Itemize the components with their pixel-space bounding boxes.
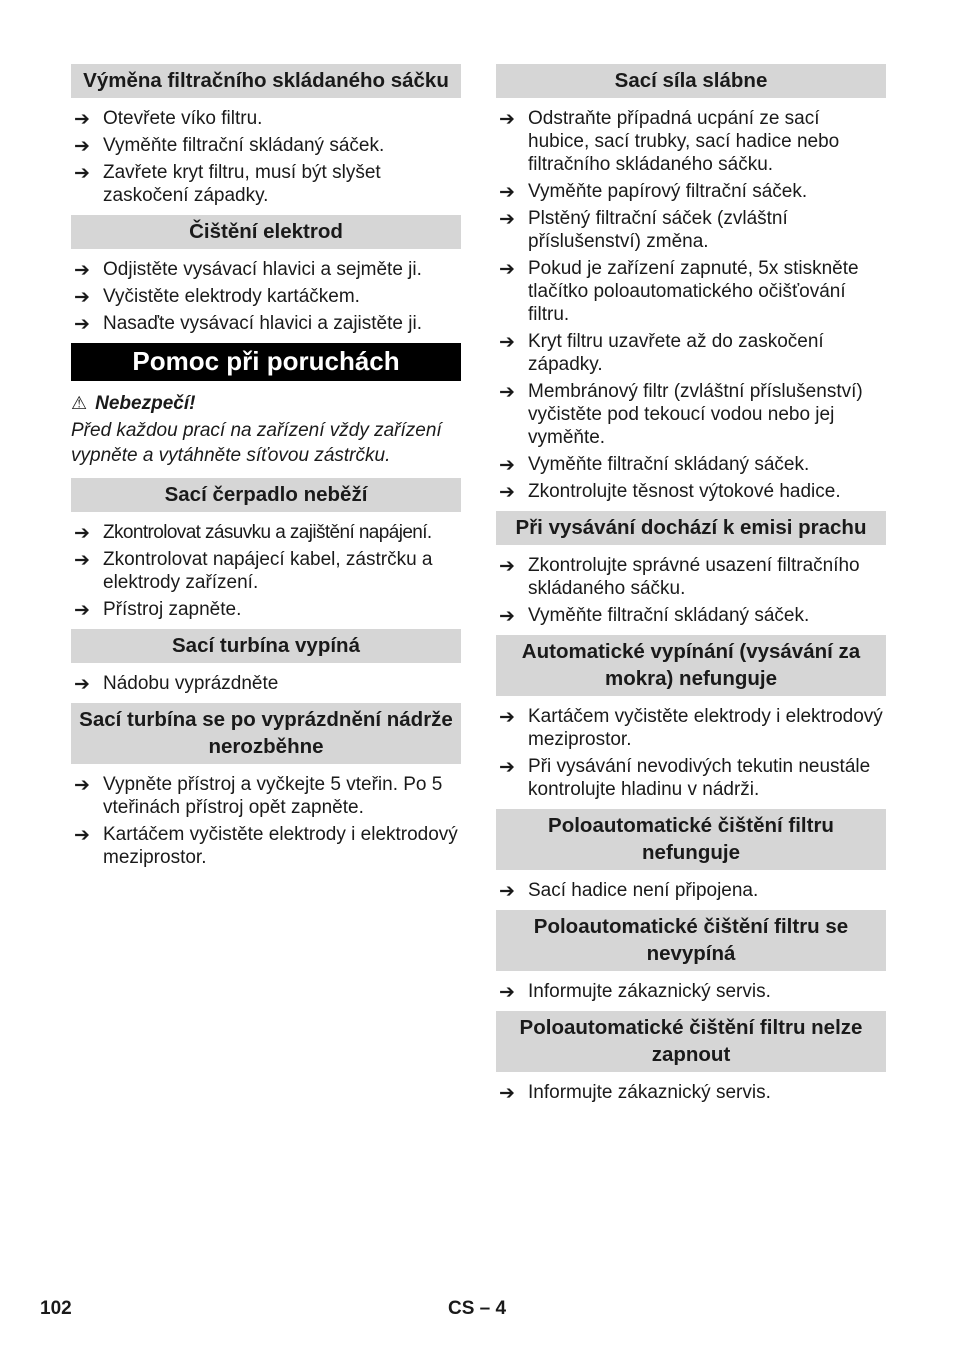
list-item: ➔ Při vysávání nevodivých tekutin neustále kontrolujte hladinu v nádrži. [499,756,871,800]
step-list [71,107,461,207]
chapter-heading: Pomoc při poruchách [71,343,461,381]
arrow-right-icon: ➔ [499,259,515,280]
arrow-right-icon: ➔ [74,287,90,308]
left-column [71,64,461,877]
list-item: ➔ Vypněte přístroj a vyčkejte 5 vteřin. Po 5 vteřinách přístroj opět zapněte. [74,774,443,818]
list-item: ➔ Zkontrolovat zásuvku a zajištění napájení. [74,522,432,544]
list-item: ➔ Pokud je zařízení zapnuté, 5x stiskněte tlačítko poloautomatického očišťování filtru. [499,258,859,325]
list-item: ➔ Zkontrolujte těsnost výtokové hadice. [499,481,841,503]
list-item: ➔ Kartáčem vyčistěte elektrody i elektrodový meziprostor. [499,706,883,750]
arrow-right-icon: ➔ [499,455,515,476]
list-item: ➔ Otevřete víko filtru. [74,108,263,130]
list-item: ➔ Informujte zákaznický servis. [499,981,771,1003]
section-title: Poloautomatické čištění filtru nelze zapnout [496,1011,886,1072]
section-title: Čištění elektrod [71,215,461,249]
step-list [496,107,886,503]
arrow-right-icon: ➔ [74,260,90,281]
warning-text: Před každou prací na zařízení vždy zařízení vypněte a vytáhněte síťovou zástrčku. [71,420,442,466]
step-list [496,1081,886,1104]
arrow-right-icon: ➔ [74,600,90,621]
arrow-right-icon: ➔ [74,136,90,157]
arrow-right-icon: ➔ [74,163,90,184]
list-item: ➔ Nasaďte vysávací hlavici a zajistěte ji. [74,313,422,335]
step-list [496,554,886,627]
right-column [496,64,886,1112]
arrow-right-icon: ➔ [499,182,515,203]
step-list [496,980,886,1003]
list-item: ➔ Kartáčem vyčistěte elektrody i elektrodový meziprostor. [74,824,458,868]
arrow-right-icon: ➔ [74,674,90,695]
arrow-right-icon: ➔ [74,825,90,846]
section-title: Výměna filtračního skládaného sáčku [71,64,461,98]
list-item: ➔ Odjistěte vysávací hlavici a sejměte ji. [74,259,422,281]
list-item: ➔ Přístroj zapněte. [74,599,242,621]
section-title: Automatické vypínání (vysávání za mokra) nefunguje [496,635,886,696]
arrow-right-icon: ➔ [499,109,515,130]
list-item: ➔ Zkontrolovat napájecí kabel, zástrčku a elektrody zařízení. [74,549,433,593]
section-title: Sací čerpadlo neběží [71,478,461,512]
list-item: ➔ Zkontrolujte správné usazení filtračního skládaného sáčku. [499,555,860,599]
arrow-right-icon: ➔ [499,332,515,353]
section-title: Poloautomatické čištění filtru nefunguje [496,809,886,870]
step-list [496,705,886,801]
section-title: Poloautomatické čištění filtru se nevypíná [496,910,886,971]
list-item: ➔ Odstraňte případná ucpání ze sací hubice, sací trubky, sací hadice nebo filtračního skládaného sáčku. [499,108,840,175]
section-title: Sací turbína vypíná [71,629,461,663]
step-list [71,258,461,335]
arrow-right-icon: ➔ [499,881,515,902]
arrow-right-icon: ➔ [499,556,515,577]
step-list [71,773,461,869]
step-list [71,521,461,621]
arrow-right-icon: ➔ [499,707,515,728]
list-item: ➔ Vyměňte filtrační skládaný sáček. [499,605,810,627]
arrow-right-icon: ➔ [74,109,90,130]
arrow-right-icon: ➔ [499,982,515,1003]
arrow-right-icon: ➔ [499,209,515,230]
arrow-right-icon: ➔ [499,1083,515,1104]
warning-triangle-icon: ⚠ [71,393,88,413]
list-item: ➔ Vyměňte filtrační skládaný sáček. [74,135,385,157]
list-item: ➔ Sací hadice není připojena. [499,880,759,902]
section-title: Při vysávání dochází k emisi prachu [496,511,886,545]
list-item: ➔ Membránový filtr (zvláštní příslušenství) vyčistěte pod tekoucí vodou nebo jej vyměňte. [499,381,863,448]
arrow-right-icon: ➔ [74,550,90,571]
arrow-right-icon: ➔ [74,775,90,796]
list-item: ➔ Vyčistěte elektrody kartáčkem. [74,286,360,308]
list-item: ➔ Informujte zákaznický servis. [499,1082,771,1104]
page-number: 102 [40,1298,72,1319]
list-item: ➔ Plstěný filtrační sáček (zvláštní příslušenství) změna. [499,208,788,252]
arrow-right-icon: ➔ [74,523,90,544]
list-item: ➔ Nádobu vyprázdněte [74,673,279,695]
section-title: Sací síla slábne [496,64,886,98]
warning-label: ⚠ Nebezpečí! [71,393,196,414]
list-item: ➔ Vyměňte filtrační skládaný sáček. [499,454,810,476]
arrow-right-icon: ➔ [499,482,515,503]
list-item: ➔ Kryt filtru uzavřete až do zaskočení západky. [499,331,824,375]
arrow-right-icon: ➔ [499,606,515,627]
list-item: ➔ Vyměňte papírový filtrační sáček. [499,181,808,203]
arrow-right-icon: ➔ [499,382,515,403]
language-page-label: CS – 4 [448,1298,507,1319]
section-title: Sací turbína se po vyprázdnění nádrže nerozběhne [71,703,461,764]
step-list [71,672,461,695]
step-list [496,879,886,902]
list-item: ➔ Zavřete kryt filtru, musí být slyšet zaskočení západky. [74,162,381,206]
arrow-right-icon: ➔ [499,757,515,778]
arrow-right-icon: ➔ [74,314,90,335]
